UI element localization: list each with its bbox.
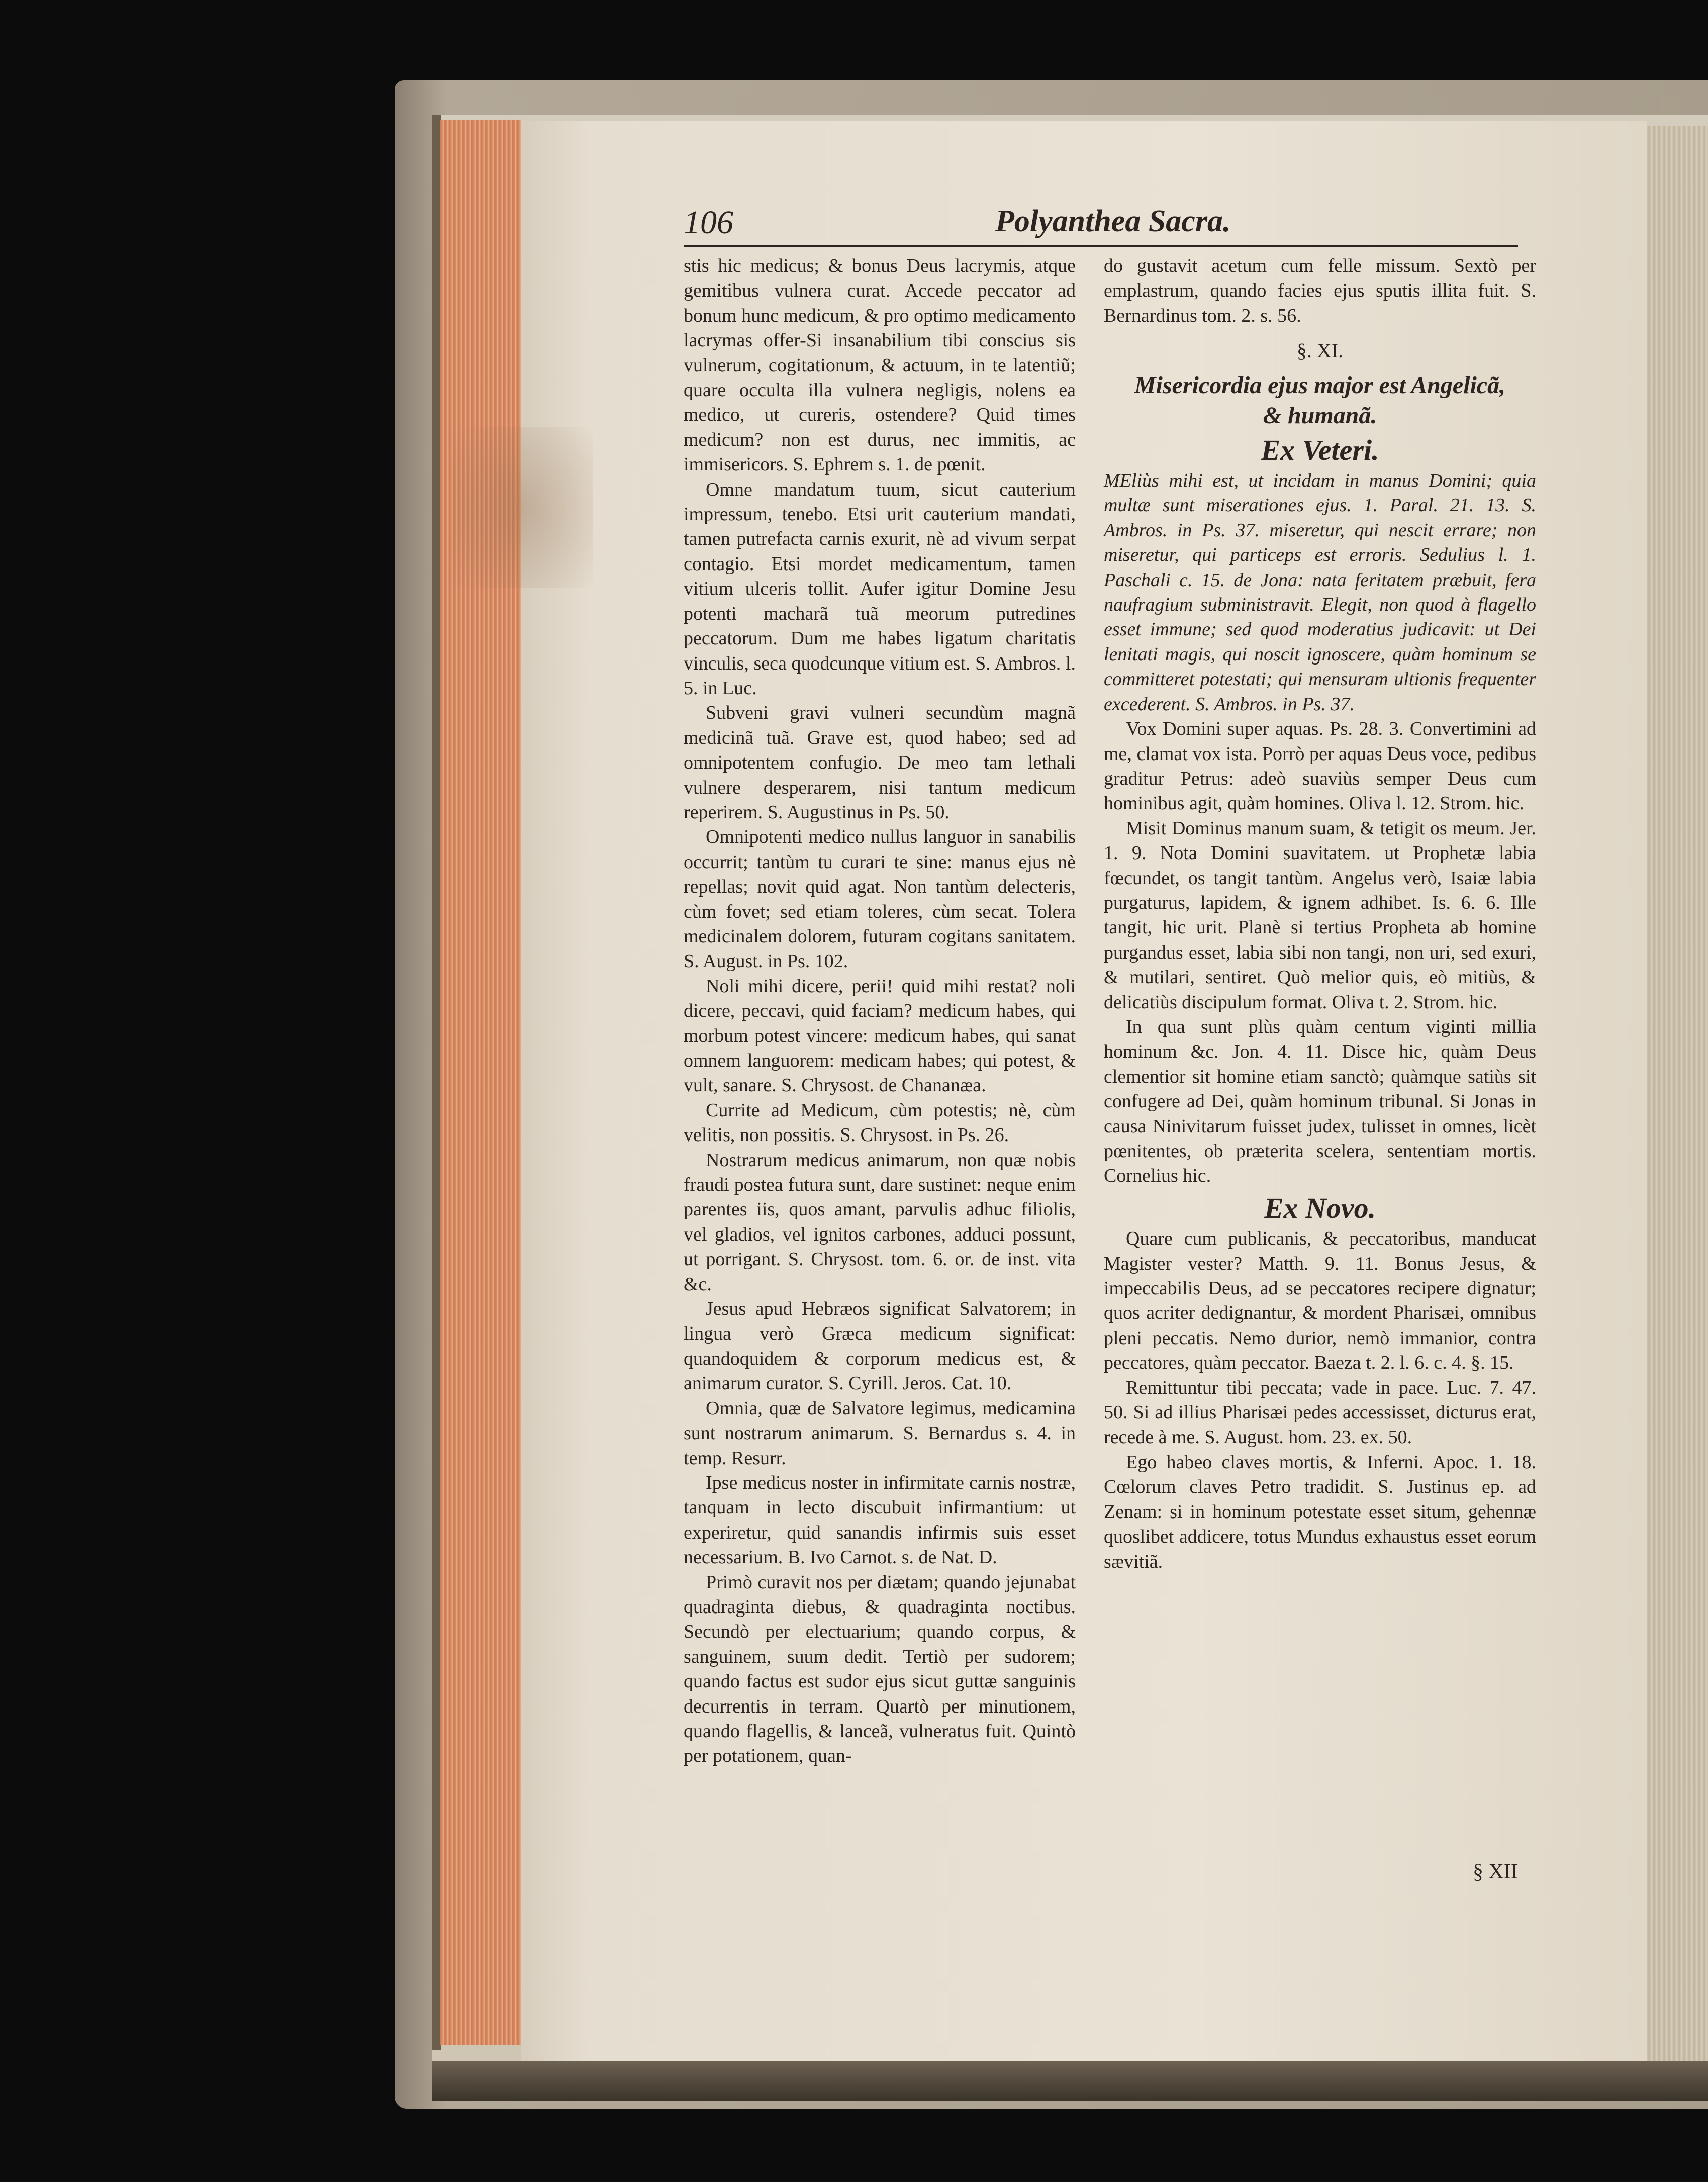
catchword: § XII	[1473, 1860, 1518, 1883]
subheading-veteri: Ex Veteri.	[1261, 433, 1379, 466]
paragraph: do gustavit acetum cum felle missum. Sextò per emplastrum, quando facies ejus sputis illita fuit. S. Bernardinus tom. 2. s. 56.	[1104, 255, 1536, 326]
paragraph: Quare cum publicanis, & peccatoribus, manducat Magister vester? Matth. 9. 11. Bonus Jesus, & impeccabilis Deus, ad se peccatores recipere dignatur; quos acriter dedignantur, & mordent Pharisæi, omnibus pleni peccatis. Nemo durior, nemò immanior, contra peccatores, quàm peccator. Baeza t. 2. l. 6. c. 4. §. 15.	[1104, 1228, 1536, 1374]
paragraph: MEliùs mihi est, ut incidam in manus Domini; quia multæ sunt miserationes ejus. 1. Paral. 21. 13. S. Ambros. in Ps. 37. miseretur, qui nescit errare; non miseretur, qui particeps est erroris. Sedulius l. 1. Paschali c. 15. de Jona: nata feritatem præbuit, fera naufragium subministravit. Elegit, non quod à flagello esset immune; sed quod moderatius judicavit: ut Dei lenitati magis, qui noscit ignoscere, quàm hominum se committeret potestati; qui mensuram ultionis frequenter excederent. S. Ambros. in Ps. 37.	[1104, 470, 1536, 715]
paragraph: Ipse medicus noster in infirmitate carnis nostræ, tanquam in lecto discubuit infirmantium: ut experiretur, quid sanandis infirmis suis esset necessarium. B. Ivo Carnot. s. de Nat. D.	[684, 1472, 1076, 1568]
paragraph: Omnia, quæ de Salvatore legimus, medicamina sunt nostrarum animarum. S. Bernardus s. 4. in temp. Resurr.	[684, 1397, 1076, 1469]
section-heading-line: Misericordia ejus major est Angelicã,	[1134, 371, 1506, 399]
running-title: Polyanthea Sacra.	[995, 204, 1231, 238]
paragraph: Ego habeo claves mortis, & Inferni. Apoc. 1. 18. Cœlorum claves Petro tradidit. S. Justinus ep. ad Zenam: si in hominum potestate esset situm, gehennæ quoslibet addicere, totus Mundus exhaustus esset eorum sævitiã.	[1104, 1451, 1536, 1572]
left-column	[684, 254, 1076, 1769]
paragraph: Misit Dominus manum suam, & tetigit os meum. Jer. 1. 9. Nota Domini suavitatem. ut Prophetæ labia fœcundet, os tangit tantùm. Angelus verò, Isaiæ labia purgaturus, lapidem, & ignem adhibet. Is. 6. 6. Ille tangit, hic urit. Planè si tertius Propheta ab homine purgandus esset, labia sibi non tangi, non uri, sed exuri, & mutilari, sentiret. Quò melior quis, eò mitiùs, & delicatiùs discipulum format. Oliva t. 2. Strom. hic.	[1104, 817, 1536, 1013]
paragraph: Subveni gravi vulneri secundùm magnã medicinã tuã. Grave est, quod habeo; sed ad omnipotentem confugio. De meo tam lethali vulnere desperarem, nisi tantum medicum reperirem. S. Augustinus in Ps. 50.	[684, 702, 1076, 823]
section-heading	[1104, 370, 1536, 431]
paragraph: Jesus apud Hebræos significat Salvatorem; in lingua verò Græca medicum significat: quandoquidem & corporum medicus est, & animarum curator. S. Cyrill. Jeros. Cat. 10.	[684, 1298, 1076, 1394]
right-page-stack	[1647, 126, 1708, 2061]
section-heading-line: & humanã.	[1263, 402, 1377, 429]
page-header	[684, 204, 1518, 244]
red-page-edges	[440, 120, 521, 2045]
subheading-novo: Ex Novo.	[1264, 1191, 1376, 1224]
paragraph: Omne mandatum tuum, sicut cauterium impressum, tenebo. Etsi urit cauterium mandati, tamen putrefacta carnis exurit, nè ad vivum serpat contagio. Etsi mordet medicamentum, tamen vitium ulceris tollit. Aufer igitur Domine Jesu potenti macharã tuã meorum putredines peccatorum. Dum me habes ligatum charitatis vinculis, seca quodcunque vitium est. S. Ambros. l. 5. in Luc.	[684, 479, 1076, 699]
header-rule	[684, 245, 1518, 247]
paragraph: Nostrarum medicus animarum, non quæ nobis fraudi postea futura sunt, dare sustinet: neque enim parentes iis, quos amant, parvulis adhuc filiolis, vel gladios, vel ignitos carbones, adduci possunt, ut porrigant. S. Chrysost. tom. 6. or. de inst. vita &c.	[684, 1149, 1076, 1295]
paragraph: Remittuntur tibi peccata; vade in pace. Luc. 7. 47. 50. Si ad illius Pharisæi pedes accessisset, dicturus erat, recede à me. S. August. hom. 23. ex. 50.	[1104, 1377, 1536, 1448]
paragraph: Currite ad Medicum, cùm potestis; nè, cùm velitis, non possitis. S. Chrysost. in Ps. 26.	[684, 1099, 1076, 1146]
paragraph: Omnipotenti medico nullus languor in sanabilis occurrit; tantùm tu curari te sine: manus ejus nè repellas; novit quid agat. Non tantùm delecteris, cùm fovet; sed etiam toleres, cùm secat. Tolera medicinalem dolorem, futuram cogitans sanitatem. S. August. in Ps. 102.	[684, 826, 1076, 972]
paragraph: stis hic medicus; & bonus Deus lacrymis, atque gemitibus vulnera curat. Accede peccator ad bonum hunc medicum, & pro optimo medicamento lacrymas offer-Si insanabilium tibi conscius sis vulnerum, cogitationum, & actuum, in te latentiũ; quare occulta illa vulnera negligis, nolens ea medico, ut cureris, ostendere? Quid times medicum? non est durus, nec immitis, ac immisericors. S. Ephrem s. 1. de pœnit.	[684, 255, 1076, 476]
paragraph: Primò curavit nos per diætam; quando jejunabat quadraginta diebus, & quadraginta noctibus. Secundò per electuarium; quando corpus, & sanguinem, suum dedit. Tertiò per sudorem; quando factus est sudor ejus sicut guttæ sanguinis decurrentis in terram. Quartò per minutionem, quando flagellis, & lanceã, vulneratus fuit. Quintò per potationem, quan-	[684, 1571, 1076, 1767]
paragraph: Noli mihi dicere, perii! quid mihi restat? noli dicere, peccavi, quid faciam? medicum habes, qui morbum potest vincere: medicum habes, qui sanat omnem languorem: medicam habes; qui potest, & vult, sanare. S. Chrysost. de Chananæa.	[684, 975, 1076, 1096]
bottom-cover	[432, 2061, 1708, 2101]
section-number: §. XI.	[1296, 339, 1344, 362]
paragraph: Vox Domini super aquas. Ps. 28. 3. Convertimini ad me, clamat vox ista. Porrò per aquas Deus voce, pedibus graditur Petrus: adeò suaviùs semper Deus cum hominibus agit, quàm homines. Oliva l. 12. Strom. hic.	[1104, 718, 1536, 814]
paragraph: In qua sunt plùs quàm centum viginti millia hominum &c. Jon. 4. 11. Disce hic, quàm Deus clementior sit homine etiam sanctò; quàmque satiùs sit confugere ad Dei, quàm hominum tribunal. Si Jonas in causa Ninivitarum fuisset judex, tulisset in omnes, licèt pœnitentes, ob præterita scelera, sententiam mortis. Cornelius hic.	[1104, 1016, 1536, 1187]
page-number: 106	[684, 204, 733, 241]
right-column	[1104, 254, 1536, 1574]
page-stain	[452, 427, 593, 588]
